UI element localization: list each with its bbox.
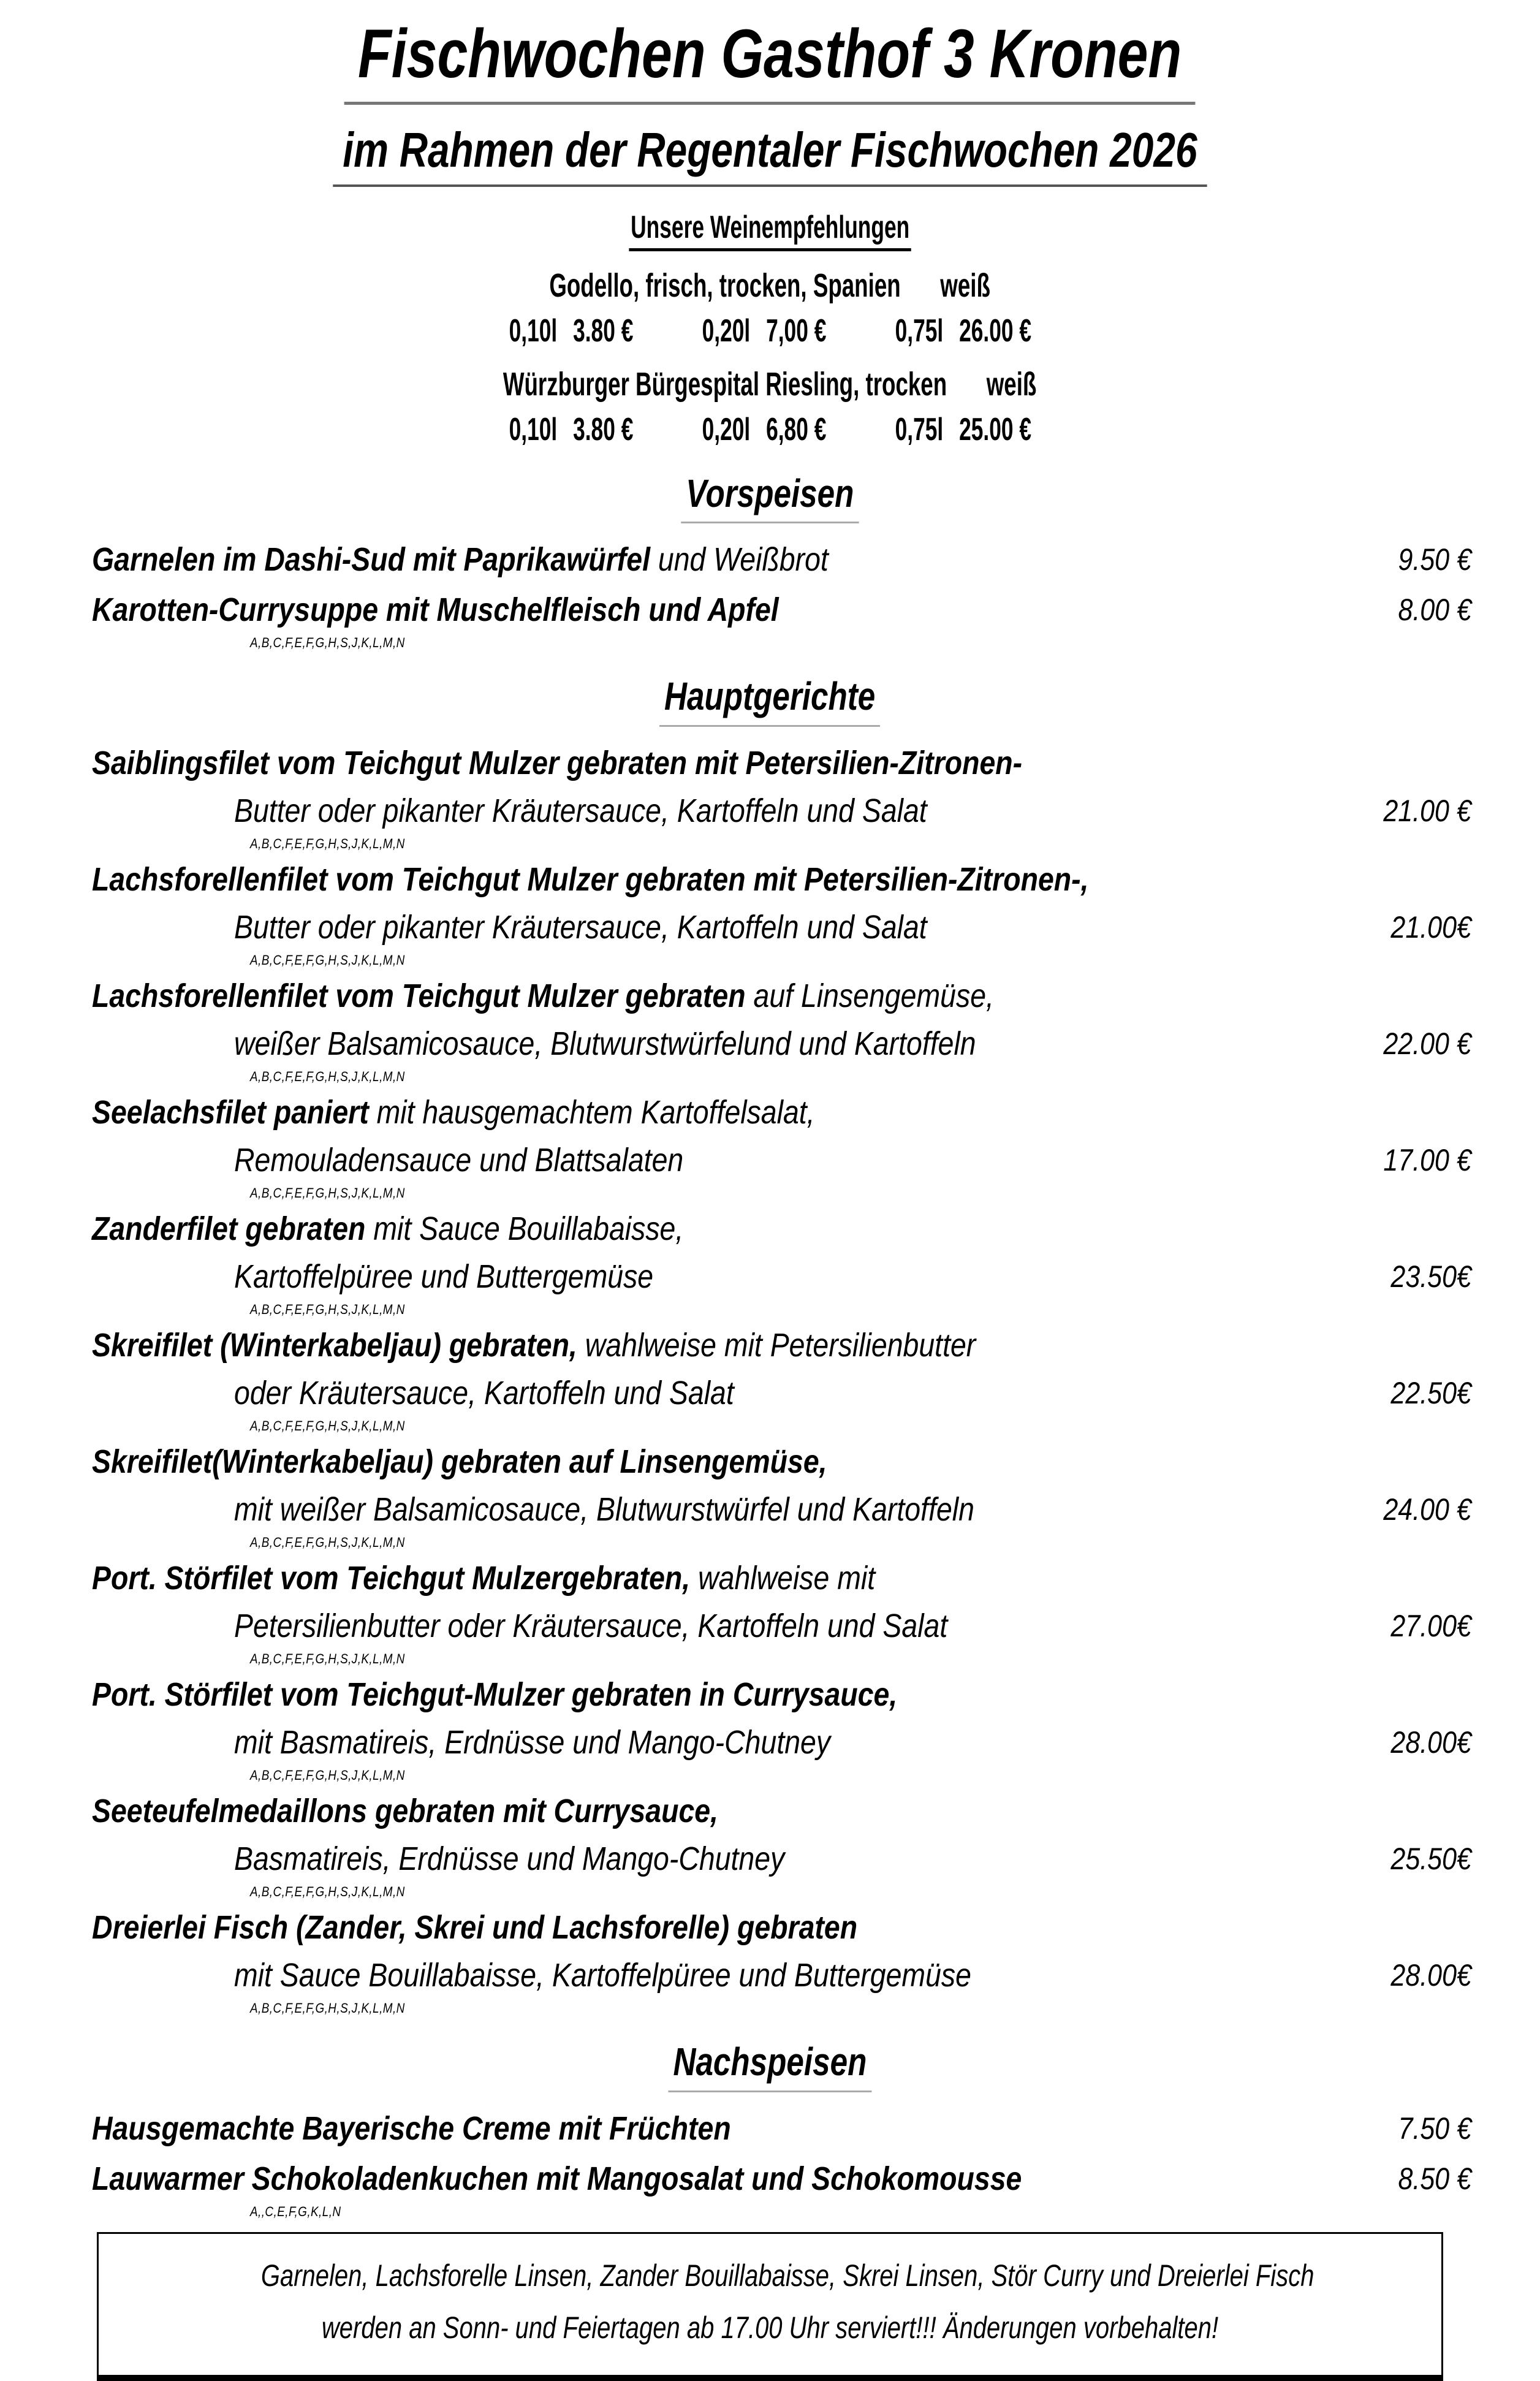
menu-item-price [1386,2155,1471,2203]
wine-name: Würzburger Bürgespital Riesling, trocken [503,366,947,403]
menu-item-name-bold: Garnelen im Dashi-Sud mit Paprikawürfel [92,541,650,579]
wine-price: 3.80 € [572,412,634,448]
wine-prices-inner [509,312,1031,350]
menu-item-description-line [0,1951,1540,1999]
menu-item-name-line [0,1438,1540,1486]
menu-item-name-line [0,1205,1540,1253]
page-title-text: Fischwochen Gasthof 3 Kronen [344,13,1196,105]
wine-color: weiß [987,366,1037,403]
menu-item-allergens-text: A,B,C,F,E,F,G,H,S,J,K,L,M,N [250,1185,405,1201]
menu-item-description-line [0,1369,1540,1417]
menu-item-allergens-text: A,B,C,F,E,F,G,H,S,J,K,L,M,N [250,1418,405,1434]
wine-name: Godello, frisch, trocken, Spanien [549,267,901,305]
menu-item-name-bold: Port. Störfilet vom Teichgut Mulzergebraten, [92,1560,691,1597]
menu-item-allergens-text: A,B,C,F,E,F,G,H,S,J,K,L,M,N [250,1884,405,1900]
menu-item-name-line [0,1554,1540,1602]
wine-name-row [0,365,1540,404]
section-heading-desserts-text: Nachspeisen [669,2038,872,2092]
menu-item-description-line [0,787,1540,835]
menu-item-price [1378,1718,1471,1766]
menu-item-allergens [0,1533,1540,1552]
menu-item-name-bold: Port. Störfilet vom Teichgut-Mulzer gebraten in Currysauce, [92,1676,898,1714]
menu-item-allergens-text: A,B,C,F,E,F,G,H,S,J,K,L,M,N [250,1069,405,1085]
menu-item-price [1378,903,1471,951]
footer-notice-box [97,2232,1443,2381]
menu-item-name-bold: Seelachsfilet paniert [92,1094,369,1131]
mains-items [0,739,1540,2018]
menu-item-price-text: 27.00€ [1390,1609,1471,1644]
menu-item [0,1088,1540,1202]
menu-item-name-regular: wahlweise mit [690,1560,876,1597]
menu-item [0,1904,1540,2018]
section-starters [0,470,1540,653]
wine-item [0,266,1540,350]
wine-price: 26.00 € [958,313,1031,349]
menu-item-allergens-text: A,B,C,F,E,F,G,H,S,J,K,L,M,N [250,836,405,852]
menu-item-name [92,1205,683,1253]
wine-size: 0,10l [509,412,557,448]
menu-item-description-line [0,903,1540,951]
wine-size: 0,75l [895,313,943,349]
menu-item-price [1369,787,1471,835]
menu-item-price-text: 22.50€ [1390,1376,1471,1411]
section-heading-starters-text: Vorspeisen [681,470,859,524]
menu-item-name-line [0,1088,1540,1136]
menu-item-description-line [0,1486,1540,1533]
menu-item-description-line [0,1020,1540,1068]
menu-item-description: oder Kräutersauce, Kartoffeln und Salat [234,1375,734,1412]
menu-item-name-bold: Skreifilet (Winterkabeljau) gebraten, [92,1327,577,1364]
menu-item-description: mit weißer Balsamicosauce, Blutwurstwürfel und Kartoffeln [234,1491,974,1528]
page-title [0,13,1540,105]
menu-item-price-text: 21.00 € [1383,794,1471,829]
menu-item-allergens [0,1068,1540,1086]
wine-price-pair [702,411,826,449]
menu-item [0,2155,1540,2221]
menu-item [0,1321,1540,1435]
menu-item-name-bold: Skreifilet(Winterkabeljau) gebraten auf Linsengemüse, [92,1443,827,1481]
menu-item-name [92,972,994,1020]
wine-section-title-text: Unsere Weinempfehlungen [629,209,911,251]
section-heading-mains [0,673,1540,727]
menu-item-price [1369,1486,1471,1533]
wine-name-row [0,266,1540,306]
wine-name-inner [503,365,1037,404]
wine-price-pair [702,312,826,350]
menu-item-name [92,1321,976,1369]
wine-price-pair [895,411,1031,449]
menu-item-price [1369,1020,1471,1068]
menu-item-price-text: 8.50 € [1398,2161,1471,2196]
menu-item-name-bold: Dreierlei Fisch (Zander, Skrei und Lachsforelle) gebraten [92,1909,858,1946]
menu-item-allergens-text: A,B,C,F,E,F,G,H,S,J,K,L,M,N [250,1535,405,1551]
menu-page [0,13,1540,2381]
wine-item [0,365,1540,449]
menu-item-description: Butter oder pikanter Kräutersauce, Kartoffeln und Salat [234,792,927,830]
footer-notice-line1 [129,2250,1411,2302]
wine-price: 7,00 € [765,313,827,349]
menu-item-price-text: 9.50 € [1398,542,1471,577]
wine-price: 3.80 € [572,313,634,349]
menu-item-description: Remouladensauce und Blattsalaten [234,1142,684,1179]
menu-item-price [1369,1136,1471,1184]
page-subtitle [0,122,1540,187]
menu-item-name-bold: Seeteufelmedaillons gebraten mit Currysauce, [92,1793,719,1830]
wine-prices [0,411,1540,449]
menu-item-price [1378,1369,1471,1417]
menu-item-price-text: 8.00 € [1398,593,1471,628]
menu-item-name-bold: Saiblingsfilet vom Teichgut Mulzer gebraten mit Petersilien-Zitronen- [92,745,1023,782]
wine-size: 0,10l [509,313,557,349]
wine-section-title [0,209,1540,251]
menu-item-allergens-text: A,,C,E,F,G,K,L,N [250,2203,341,2219]
section-desserts [0,2038,1540,2221]
menu-item-name [92,2105,731,2152]
menu-item-allergens-text: A,B,C,F,E,F,G,H,S,J,K,L,M,N [250,1302,405,1318]
menu-item-name [92,536,829,583]
menu-item-allergens [0,1766,1540,1785]
menu-item-description: Petersilienbutter oder Kräutersauce, Kartoffeln und Salat [234,1608,948,1645]
menu-item [0,2105,1540,2152]
footer-notice-line1-text: Garnelen, Lachsforelle Linsen, Zander Bouillabaisse, Skrei Linsen, Stör Curry und Dreierlei Fisch [260,2258,1314,2293]
menu-item [0,586,1540,652]
menu-item-description: Kartoffelpüree und Buttergemüse [234,1258,654,1296]
menu-item-name-line [0,972,1540,1020]
menu-item-price-text: 28.00€ [1390,1958,1471,1993]
menu-item-name-regular: und Weißbrot [650,541,829,579]
menu-item-name [92,856,1089,903]
menu-item-name-line [0,739,1540,787]
menu-item-allergens-text: A,B,C,F,E,F,G,H,S,J,K,L,M,N [250,2000,405,2016]
menu-item-name-regular: auf Linsengemüse, [745,978,994,1015]
section-heading-starters [0,470,1540,524]
menu-item [0,1671,1540,1785]
starters-items [0,536,1540,652]
wine-price-pair [895,312,1031,350]
wine-price-pair [509,312,633,350]
menu-item-name-bold: Lachsforellenfilet vom Teichgut Mulzer gebraten mit Petersilien-Zitronen-, [92,861,1089,898]
menu-item [0,739,1540,853]
menu-item-price [1378,1951,1471,1999]
wine-prices-inner [509,411,1031,449]
menu-item-name-line [0,1787,1540,1835]
menu-item-description: mit Sauce Bouillabaisse, Kartoffelpüree und Buttergemüse [234,1957,971,1994]
menu-item-description: mit Basmatireis, Erdnüsse und Mango-Chutney [234,1724,831,1761]
menu-item-price [1378,1835,1471,1883]
menu-item-price-text: 7.50 € [1398,2111,1471,2146]
wine-size: 0,20l [702,313,750,349]
menu-item-name-bold: Lauwarmer Schokoladenkuchen mit Mangosalat und Schokomousse [92,2160,1022,2197]
menu-item-name-line [0,586,1540,634]
menu-item-name [92,739,1022,787]
menu-item-name-line [0,1321,1540,1369]
menu-item-allergens [0,1650,1540,1668]
menu-item-price [1386,536,1471,583]
menu-item-name [92,1554,875,1602]
menu-item-allergens-text: A,B,C,F,E,F,G,H,S,J,K,L,M,N [250,635,405,651]
menu-item-allergens [0,1883,1540,1901]
menu-item [0,972,1540,1086]
menu-item-price [1386,2105,1471,2152]
page-subtitle-text: im Rahmen der Regentaler Fischwochen 2026 [333,122,1207,187]
menu-item-description-line [0,1602,1540,1650]
menu-item-allergens [0,2203,1540,2221]
menu-item-name-line [0,1671,1540,1718]
wine-list [0,266,1540,449]
section-mains [0,673,1540,2018]
menu-body [0,470,1540,2221]
menu-item-name-line [0,536,1540,583]
menu-item [0,856,1540,970]
menu-item-name [92,1671,897,1718]
menu-item-name-line [0,1904,1540,1951]
menu-item [0,1787,1540,1901]
menu-item-price-text: 28.00€ [1390,1725,1471,1760]
menu-item-price-text: 21.00€ [1390,910,1471,945]
wine-size: 0,75l [895,412,943,448]
menu-item-price-text: 24.00 € [1383,1492,1471,1527]
menu-item-name-bold: Zanderfilet gebraten [92,1210,366,1248]
menu-item-price [1386,586,1471,634]
menu-item-name [92,1088,815,1136]
menu-item-allergens [0,1999,1540,2018]
menu-item-name [92,586,779,634]
menu-item-name-regular: wahlweise mit Petersilienbutter [577,1327,976,1364]
menu-item-allergens [0,1301,1540,1319]
menu-item-allergens [0,835,1540,853]
menu-item-allergens [0,634,1540,652]
menu-item [0,1554,1540,1668]
menu-item-name [92,2155,1022,2203]
wine-prices [0,312,1540,350]
menu-item-description-line [0,1718,1540,1766]
menu-item-allergens [0,951,1540,970]
menu-item-description: weißer Balsamicosauce, Blutwurstwürfelund und Kartoffeln [234,1025,976,1063]
menu-item [0,1438,1540,1552]
menu-item-description: Butter oder pikanter Kräutersauce, Kartoffeln und Salat [234,909,927,946]
menu-item [0,536,1540,583]
footer-notice-line2 [129,2302,1411,2354]
menu-item-name-bold: Karotten-Currysuppe mit Muschelfleisch und Apfel [92,591,779,629]
wine-size: 0,20l [702,412,750,448]
menu-item-description-line [0,1136,1540,1184]
wine-price-pair [509,411,633,449]
wine-price: 25.00 € [958,412,1031,448]
menu-item-name-line [0,856,1540,903]
menu-item-price-text: 25.50€ [1390,1842,1471,1877]
menu-item-allergens [0,1417,1540,1435]
menu-item-price [1378,1602,1471,1650]
footer-notice-line2-text: werden an Sonn- und Feiertagen ab 17.00 Uhr serviert!!! Änderungen vorbehalten! [321,2310,1219,2345]
wine-color: weiß [940,267,991,305]
menu-item-name-line [0,2105,1540,2152]
section-heading-desserts [0,2038,1540,2092]
menu-item-allergens-text: A,B,C,F,E,F,G,H,S,J,K,L,M,N [250,952,405,968]
menu-item-name [92,1787,718,1835]
menu-item-name-regular: mit Sauce Bouillabaisse, [365,1210,684,1248]
menu-item-description-line [0,1835,1540,1883]
menu-item-name [92,1438,827,1486]
menu-item-allergens-text: A,B,C,F,E,F,G,H,S,J,K,L,M,N [250,1651,405,1667]
menu-item-name-bold: Lachsforellenfilet vom Teichgut Mulzer gebraten [92,978,746,1015]
wine-price: 6,80 € [765,412,827,448]
menu-item-name-line [0,2155,1540,2203]
menu-item-description-line [0,1253,1540,1301]
menu-item-description: Basmatireis, Erdnüsse und Mango-Chutney [234,1840,785,1878]
menu-item [0,1205,1540,1319]
menu-item-allergens [0,1184,1540,1202]
wine-name-inner [550,266,991,306]
menu-item-price [1378,1253,1471,1301]
menu-item-price-text: 23.50€ [1390,1259,1471,1294]
menu-item-name [92,1904,857,1951]
menu-item-price-text: 17.00 € [1383,1143,1471,1178]
menu-item-name-bold: Hausgemachte Bayerische Creme mit Früchten [92,2109,731,2147]
section-heading-mains-text: Hauptgerichte [659,673,880,727]
desserts-items [0,2105,1540,2221]
menu-item-allergens-text: A,B,C,F,E,F,G,H,S,J,K,L,M,N [250,1768,405,1783]
menu-item-price-text: 22.00 € [1383,1027,1471,1061]
menu-header [0,13,1540,449]
menu-item-name-regular: mit hausgemachtem Kartoffelsalat, [368,1094,815,1131]
